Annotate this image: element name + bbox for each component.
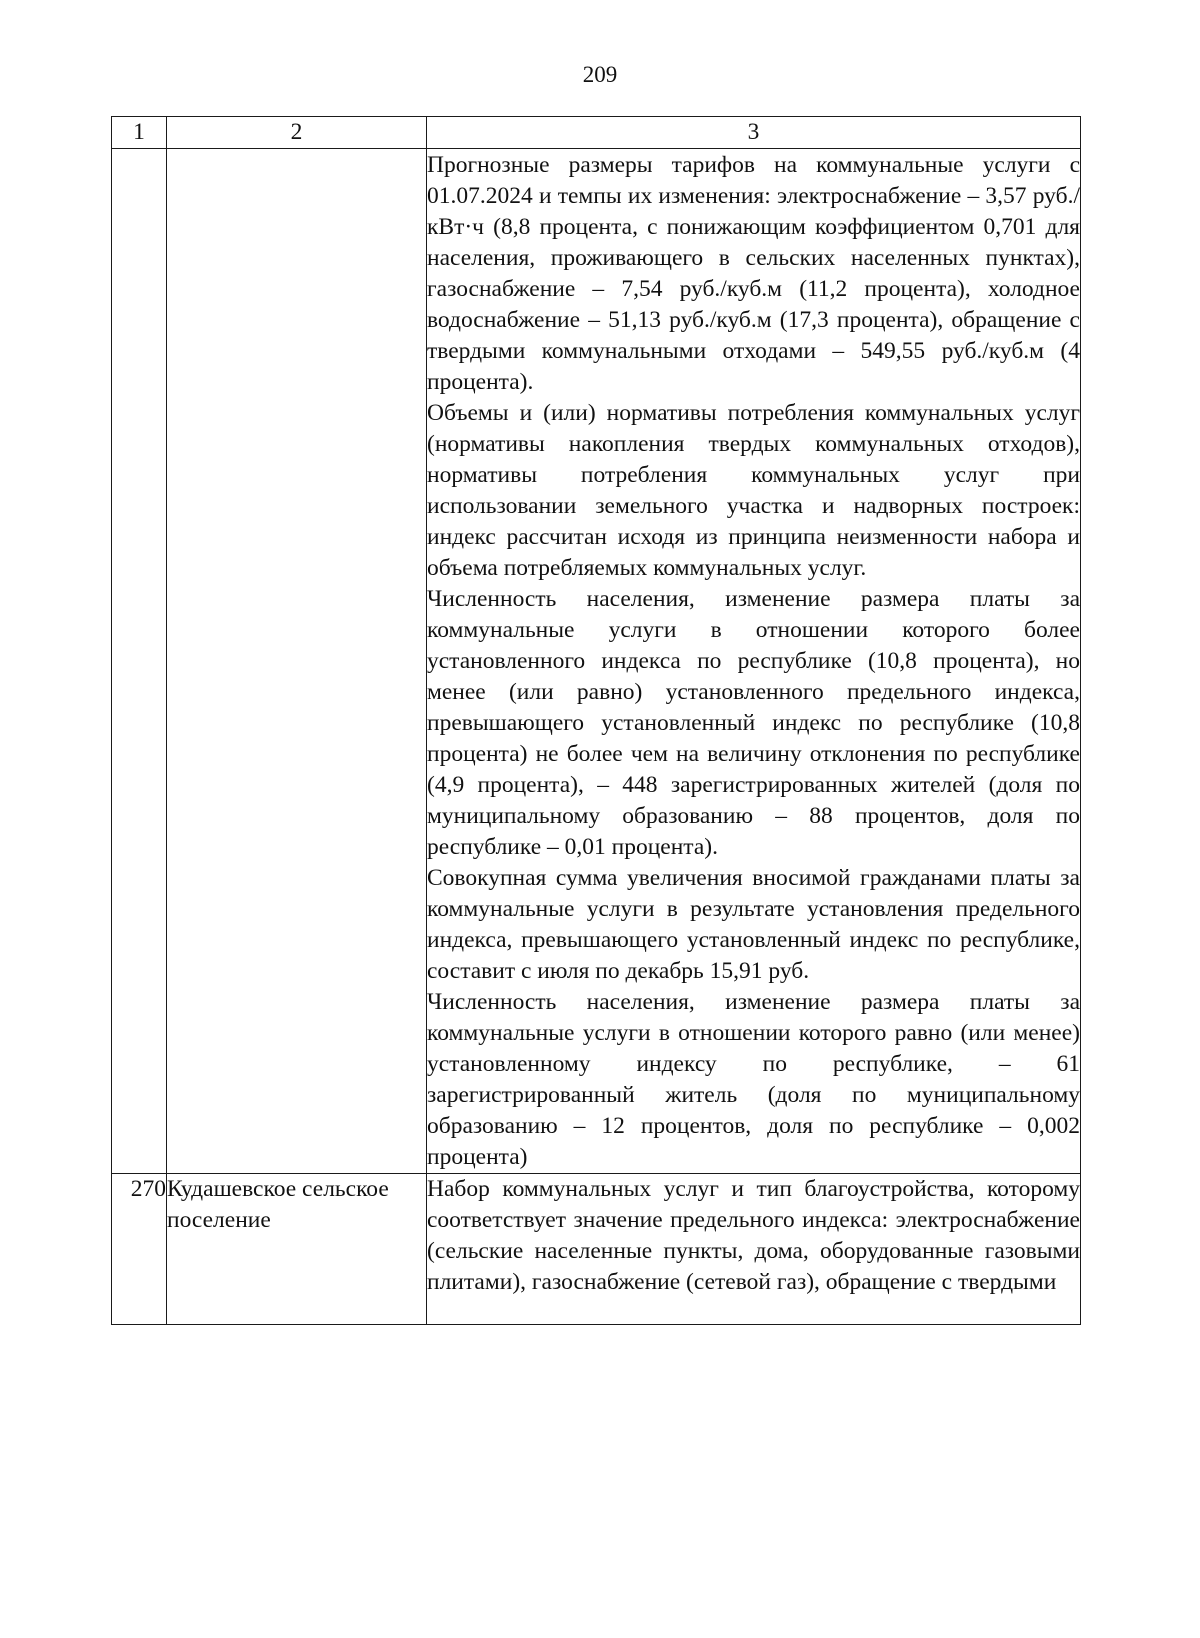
column-header-3: 3 (427, 117, 1081, 149)
description-paragraph: Совокупная сумма увеличения вносимой гражданами платы за коммунальные услуги в результате установления предельного индекса, превышающего установленный индекс по республике, составит с июля по декабрь 15,91 руб. (427, 865, 1080, 984)
description-paragraph: Численность населения, изменение размера платы за коммунальные услуги в отношении которого равно (или менее) установленному индексу по республике, – 61 зарегистрированный житель (доля по муниципальному образованию – 12 процентов, доля по республике – 0,002 процента) (427, 989, 1080, 1170)
column-header-2: 2 (167, 117, 427, 149)
column-header-1: 1 (112, 117, 167, 149)
page-number: 209 (582, 62, 618, 87)
tariff-table (111, 116, 1081, 1325)
description-paragraph: Набор коммунальных услуг и тип благоустройства, которому соответствует значение предельного индекса: электроснабжение (сельские населенные пункты, дома, оборудованные газовыми плитами), газоснабжение (сетевой газ), обращение с твердыми (427, 1176, 1080, 1295)
municipality-name-cell (167, 149, 427, 1174)
table-header-row (112, 117, 1081, 149)
description-paragraph: Численность населения, изменение размера платы за коммунальные услуги в отношении которого более установленного индекса по республике (10,8 процента), но менее (или равно) установленного предельного индекса, превышающего установленный индекс по республике (10,8 процента) не более чем на величину отклонения по республике (4,9 процента), – 448 зарегистрированных жителей (доля по муниципальному образованию – 88 процентов, доля по республике – 0,01 процента). (427, 586, 1080, 860)
row-number-cell: 270 (112, 1174, 167, 1325)
table-row (112, 149, 1081, 1174)
municipality-name-cell: Кудашевское сельское поселение (167, 1174, 427, 1325)
description-paragraph: Объемы и (или) нормативы потребления коммунальных услуг (нормативы накопления твердых коммунальных отходов), нормативы потребления коммунальных услуг при использовании земельного участка и надворных построек: индекс рассчитан исходя из принципа неизменности набора и объема потребляемых коммунальных услуг. (427, 400, 1080, 581)
description-cell (427, 1174, 1081, 1325)
description-cell (427, 149, 1081, 1174)
table-row (112, 1174, 1081, 1325)
description-paragraph: Прогнозные размеры тарифов на коммунальные услуги с 01.07.2024 и темпы их изменения: электроснабжение – 3,57 руб./кВт·ч (8,8 процента, с понижающим коэффициентом 0,701 для населения, проживающего в сельских населенных пунктах), газоснабжение – 7,54 руб./куб.м (11,2 процента), холодное водоснабжение – 51,13 руб./куб.м (17,3 процента), обращение с твердыми коммунальными отходами – 549,55 руб./куб.м (4 процента). (427, 152, 1080, 395)
row-number-cell (112, 149, 167, 1174)
